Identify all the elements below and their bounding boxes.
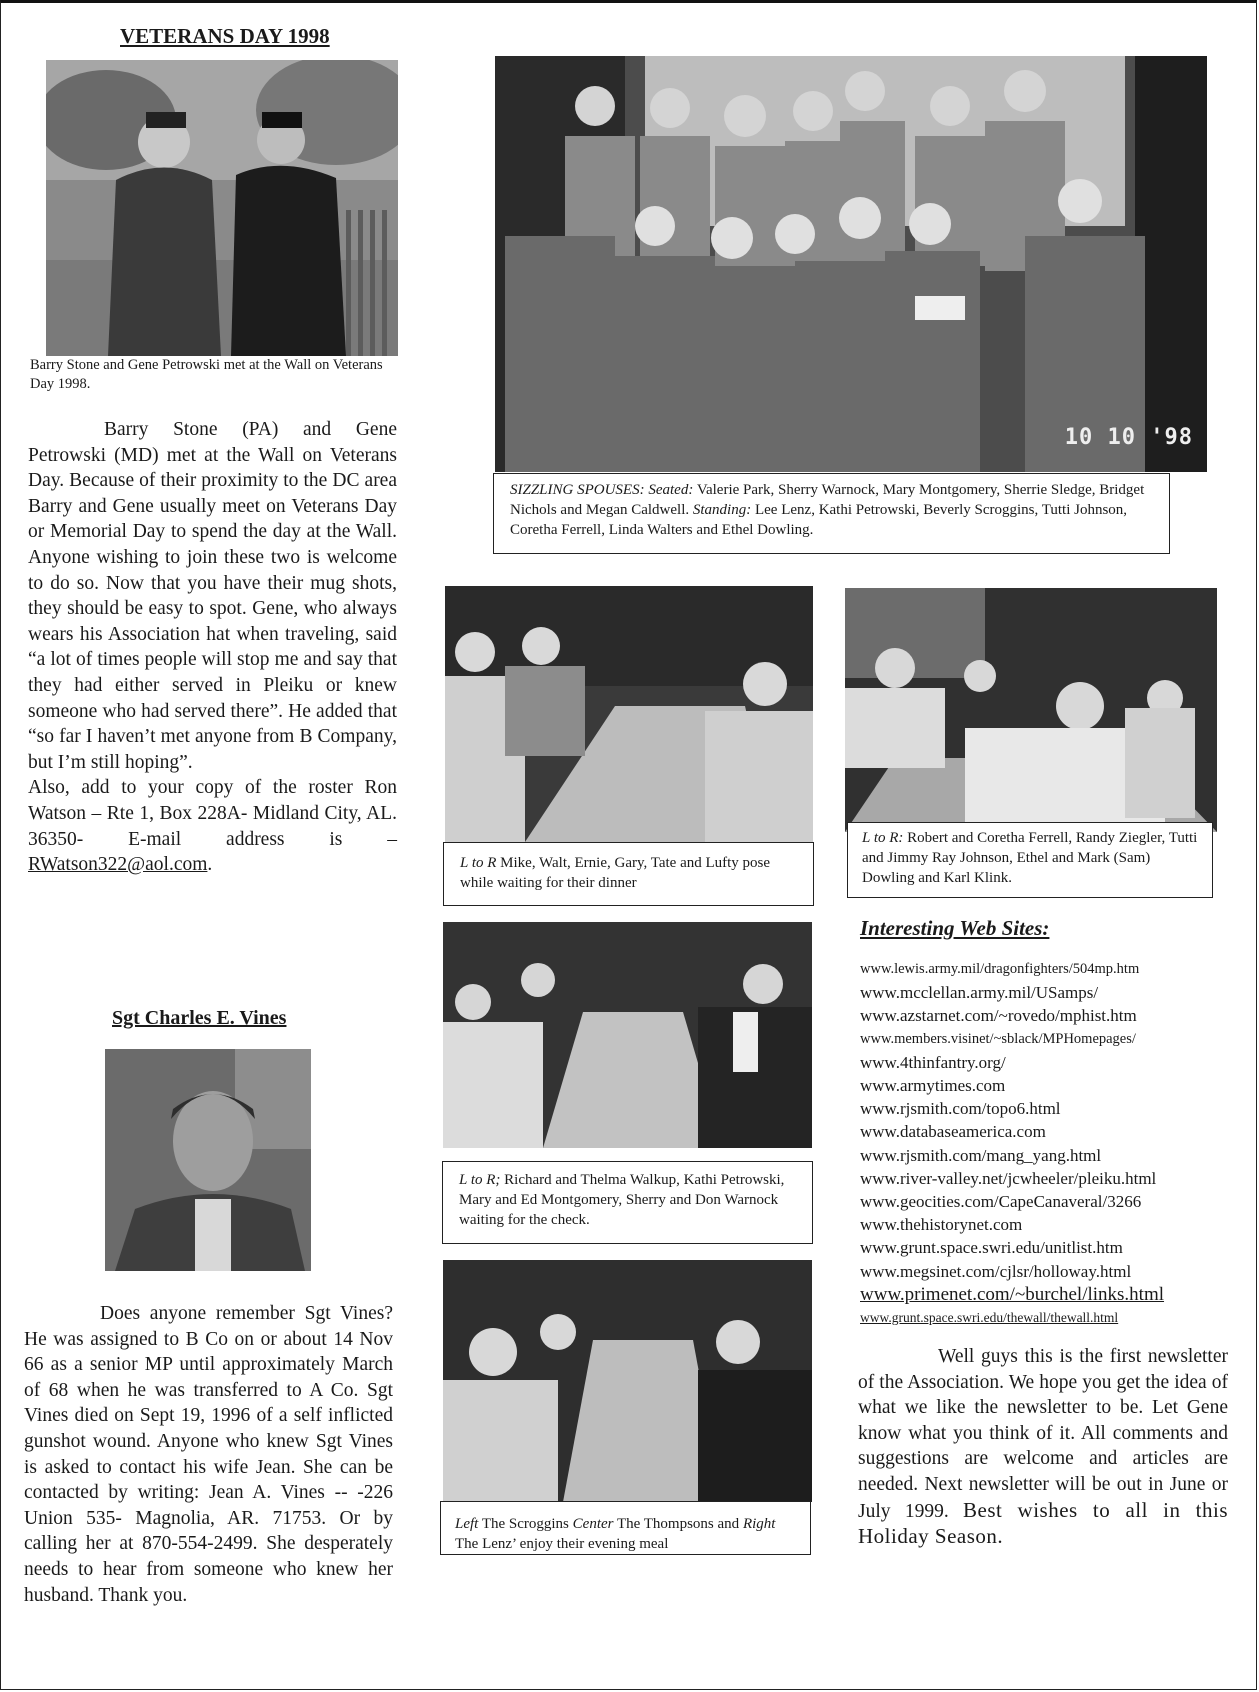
web-link-13[interactable]: www.grunt.space.swri.edu/unitlist.htm xyxy=(860,1238,1123,1258)
caption-1-lead: L to R xyxy=(460,855,497,871)
web-link-8[interactable]: www.databaseamerica.com xyxy=(860,1122,1046,1142)
web-link-6[interactable]: www.armytimes.com xyxy=(860,1076,1006,1096)
web-link-12[interactable]: www.thehistorynet.com xyxy=(860,1215,1023,1235)
dinner-caption-4 xyxy=(847,822,1213,898)
veterans-article xyxy=(28,417,397,878)
web-link-3[interactable]: www.azstarnet.com/~rovedo/mphist.htm xyxy=(860,1006,1137,1026)
veterans-day-photo xyxy=(46,60,398,356)
roster-text: Also, add to your copy of the roster Ron Watson – Rte 1, Box 228A- Midland City, AL. 36350- E-mail address is – xyxy=(28,777,397,850)
roster-paragraph xyxy=(28,775,397,877)
caption-3-center: Center xyxy=(572,1516,614,1532)
web-link-1[interactable]: www.lewis.army.mil/dragonfighters/504mp.htm xyxy=(860,961,1140,977)
dinner-caption-1 xyxy=(443,842,814,906)
caption-3-center-text: The Thompsons and xyxy=(616,1516,740,1532)
spouses-photo xyxy=(495,56,1207,472)
web-sites-title: Interesting Web Sites: xyxy=(860,916,1050,940)
vines-article xyxy=(24,1301,393,1608)
caption-3-right: Right xyxy=(742,1516,776,1532)
closing-wishes: Best wishes to all in this Holiday Season. xyxy=(858,1497,1229,1549)
seated-names: Valerie Park, Sherry Warnock, Mary Montgomery, Sherrie Sledge, Bridget Nichols and Megan Caldwell. xyxy=(510,482,1145,518)
web-link-10[interactable]: www.river-valley.net/jcwheeler/pleiku.html xyxy=(860,1168,1157,1188)
vines-title: Sgt Charles E. Vines xyxy=(112,1007,287,1029)
caption-3-left: Left xyxy=(455,1516,479,1532)
veterans-photo-caption: Barry Stone and Gene Petrowski met at the Wall on Veterans Day 1998. xyxy=(30,357,383,392)
caption-2-text: Richard and Thelma Walkup, Kathi Petrowski, Mary and Ed Montgomery, Sherry and Don Warnock waiting for the check. xyxy=(459,1172,785,1228)
closing-note xyxy=(858,1344,1228,1551)
dinner-caption-2 xyxy=(442,1161,813,1244)
veterans-day-title: VETERANS DAY 1998 xyxy=(120,24,330,48)
photo-date-stamp: 10 10 '98 xyxy=(1064,425,1193,450)
vines-photo xyxy=(105,1049,311,1271)
web-link-7[interactable]: www.rjsmith.com/topo6.html xyxy=(860,1099,1061,1119)
caption-4-text: Robert and Coretha Ferrell, Randy Ziegler, Tutti and Jimmy Ray Johnson, Ethel and Mark (Sam) Dowling and Karl Klink. xyxy=(862,830,1198,886)
vines-paragraph: Does anyone remember Sgt Vines? He was assigned to B Co on or about 14 Nov 66 as a senior MP until approximately March of 68 when he was transferred to A Co. Sgt Vines died on Sept 19, 1996 of a self inflicted gunshot wound. Anyone who knew Sgt Vines is asked to contact his wife Jean. She can be contacted by writing: Jean A. Vines -- -226 Union 535- Magnolia, AR. 71753. Or by calling her at 870-554-2499. She desperately needs to hear from someone who knew her husband. Thank you. xyxy=(24,1303,393,1606)
web-link-14[interactable]: www.megsinet.com/cjlsr/holloway.html xyxy=(860,1261,1132,1281)
caption-3-right-text: The Lenz’ enjoy their evening meal xyxy=(455,1536,669,1552)
web-link-9[interactable]: www.rjsmith.com/mang_yang.html xyxy=(860,1145,1102,1165)
standing-label: Standing: xyxy=(692,502,752,518)
dinner-caption-3 xyxy=(440,1501,811,1555)
closing-text: Well guys this is the first newsletter of the Association. We hope you get the idea of what we like the newsletter to be. Let Gene know what you think of it. All comments and suggestions are welcome and articles are needed. Next newsletter will be out in June or July 1999. xyxy=(858,1346,1228,1522)
web-link-5[interactable]: www.4thinfantry.org/ xyxy=(860,1052,1006,1072)
dinner-photo-1 xyxy=(445,586,813,842)
web-link-15[interactable]: www.primenet.com/~burchel/links.html xyxy=(860,1283,1165,1305)
web-link-4[interactable]: www.members.visinet/~sblack/MPHomepages/ xyxy=(860,1030,1136,1047)
veterans-paragraph: Barry Stone (PA) and Gene Petrowski (MD) met at the Wall on Veterans Day. Because of their proximity to the DC area Barry and Gene usually meet on Veterans Day or Memorial Day to spend the day at the Wall. Anyone wishing to join these two is welcome to do so. Now that you have their mug shots, they should be easy to spot. Gene, who always wears his Association hat when traveling, said “a lot of times people will stop me and say that they had either served in Pleiku or knew someone who had served there”. He added that “so far I haven’t met anyone from B Company, but I’m still hoping”. xyxy=(28,419,397,773)
web-link-16[interactable]: www.grunt.space.swri.edu/thewall/thewall.html xyxy=(860,1310,1119,1326)
web-sites-list xyxy=(860,958,1164,1329)
caption-3-left-text: The Scroggins xyxy=(481,1516,569,1532)
dinner-photo-2 xyxy=(443,922,812,1148)
spouses-caption xyxy=(493,473,1170,554)
standing-names: Lee Lenz, Kathi Petrowski, Beverly Scroggins, Tutti Johnson, Coretha Ferrell, Linda Walters and Ethel Dowling. xyxy=(510,502,1128,538)
spouses-caption-lead: SIZZLING SPOUSES: xyxy=(510,482,645,498)
email-link[interactable]: RWatson322@aol.com xyxy=(28,854,208,876)
dinner-photo-4 xyxy=(845,588,1217,832)
caption-2-lead: L to R; xyxy=(459,1172,501,1188)
seated-label: Seated: xyxy=(648,482,694,498)
dinner-photo-3 xyxy=(443,1260,812,1502)
caption-4-lead: L to R: xyxy=(862,830,904,846)
email-suffix: . xyxy=(207,854,213,876)
web-link-11[interactable]: www.geocities.com/CapeCanaveral/3266 xyxy=(860,1192,1142,1212)
web-link-2[interactable]: www.mcclellan.army.mil/USamps/ xyxy=(860,983,1099,1003)
caption-1-text: Mike, Walt, Ernie, Gary, Tate and Lufty pose while waiting for their dinner xyxy=(460,855,771,891)
